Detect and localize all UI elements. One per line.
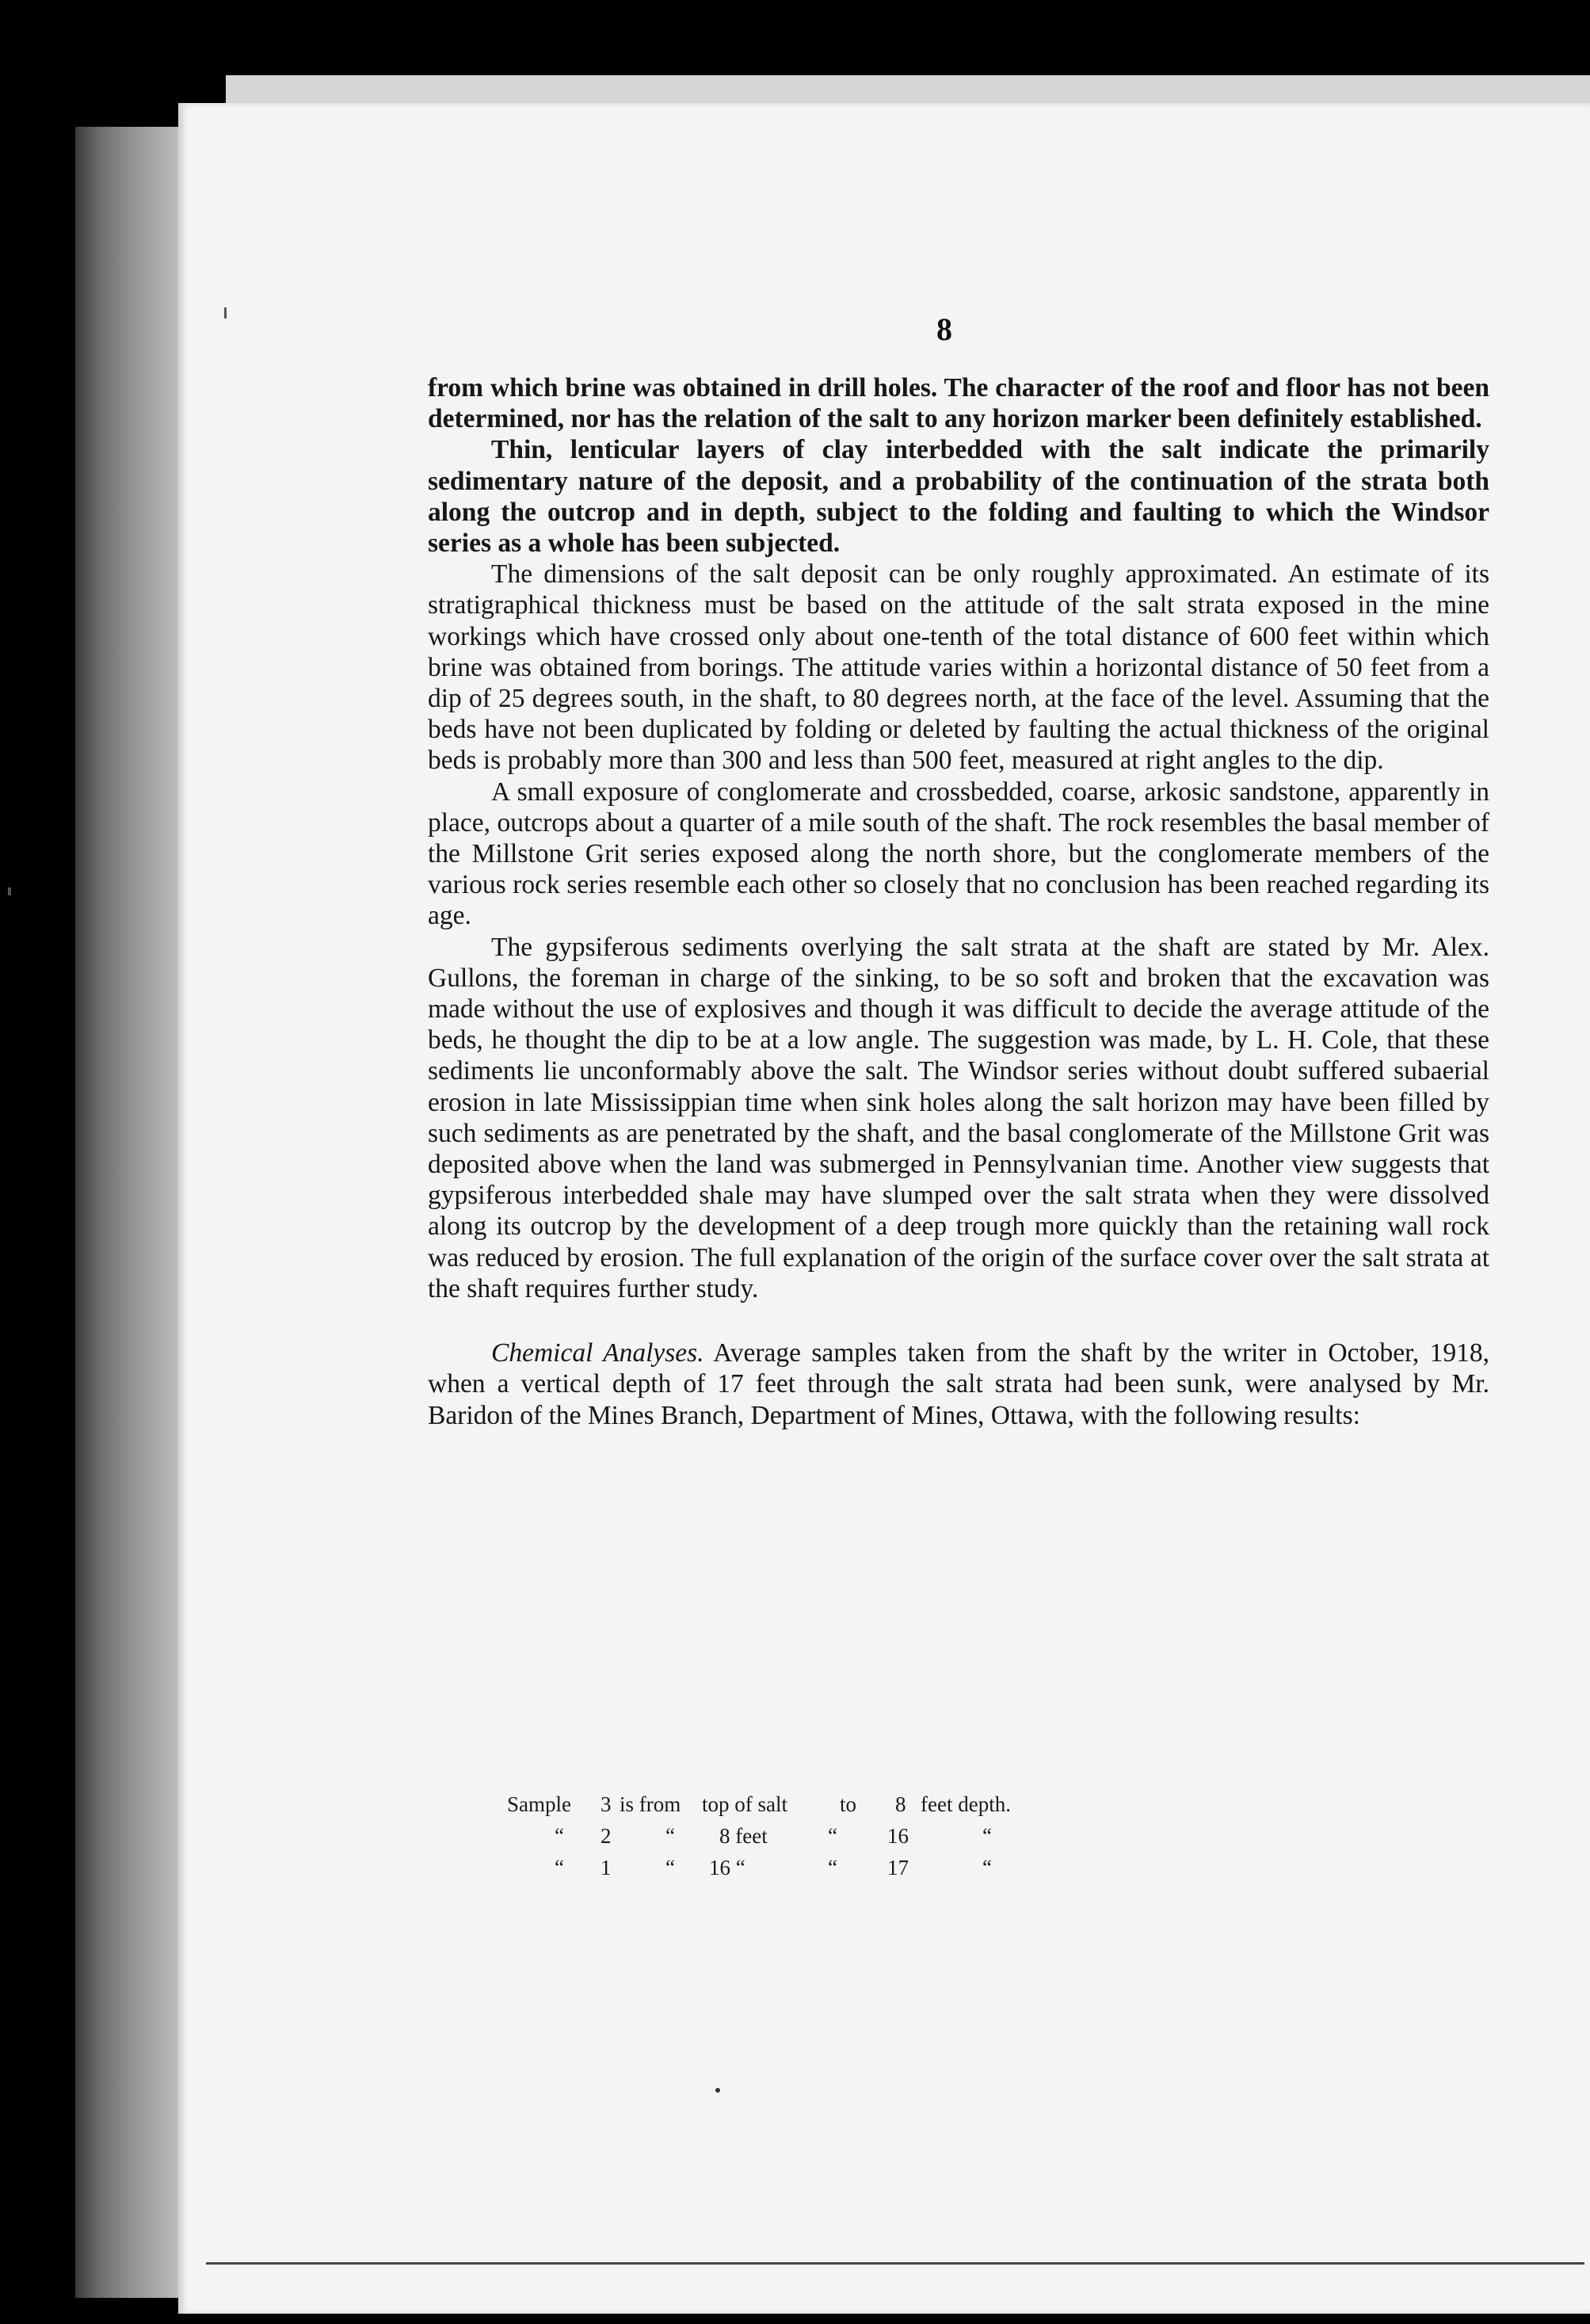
- sample-from-word: “: [665, 1856, 675, 1879]
- sample-from-word: is from: [620, 1792, 681, 1816]
- sample-label: “: [555, 1856, 564, 1879]
- sample-number: 2: [601, 1824, 612, 1848]
- sample-to: 16: [887, 1824, 909, 1848]
- sample-from: top of salt: [702, 1792, 787, 1816]
- sample-label: Sample: [507, 1792, 571, 1816]
- page-bottom-edge: [206, 2262, 1584, 2265]
- sample-number: 1: [601, 1856, 612, 1879]
- section-heading: Chemical Analyses.: [491, 1338, 704, 1368]
- sample-from: 8 feet: [719, 1824, 768, 1848]
- sample-to: 17: [887, 1856, 909, 1879]
- book-binding-edge: [75, 127, 190, 2298]
- sample-from-word: “: [665, 1824, 675, 1848]
- sample-unit: “: [982, 1824, 992, 1848]
- sample-to-word: “: [828, 1856, 837, 1879]
- sample-unit: “: [982, 1856, 992, 1879]
- sample-unit: feet depth.: [921, 1792, 1011, 1816]
- sample-to-word: “: [828, 1824, 837, 1848]
- page-number: 8: [936, 311, 952, 347]
- scan-speck: [224, 307, 227, 319]
- paragraph: The gypsiferous sediments overlying the salt strata at the shaft are stated by Mr. Alex. Gullons, the foreman in charge of the sinking, to be so soft and broken that the excavation was made without the use of explosives and though it was difficult to decide the average attitude of the beds, he thought the dip to be at a low angle. The suggestion was made, by L. H. Cole, that these sediments lie unconformably above the salt. The Windsor series without doubt suffered subaerial erosion in late Mississippian time when sink holes along the salt horizon may have been filled by such sediments as are penetrated by the shaft, and the basal conglomerate of the Millstone Grit was deposited above when the land was submerged in Pennsylvanian time. Another view suggests that gypsiferous interbedded shale may have slumped over the salt strata when they were dissolved along its outcrop by the development of a deep trough more quickly than the retaining wall rock was reduced by erosion. The full explanation of the origin of the surface cover over the salt strata at the shaft requires further study.: [428, 932, 1489, 1303]
- scan-speck: [715, 2088, 720, 2093]
- chemical-analyses-paragraph: [428, 1338, 1489, 1431]
- sample-number: 3: [601, 1792, 612, 1816]
- body-text: [428, 372, 1489, 1431]
- sample-from: 16 “: [709, 1856, 745, 1879]
- scan-speck: [8, 887, 11, 895]
- paragraph: from which brine was obtained in drill holes. The character of the roof and floor has not been determined, nor has the relation of the salt to any horizon marker been definitely established.: [428, 373, 1489, 434]
- sample-label: “: [555, 1824, 564, 1848]
- paragraph: Thin, lenticular layers of clay interbedded with the salt indicate the primarily sedimentary nature of the deposit, and a probability of the continuation of the strata both along the outcrop and in depth, subject to the folding and faulting to which the Windsor series as a whole has been subjected.: [428, 435, 1489, 559]
- sample-to-word: to: [840, 1792, 857, 1816]
- chemical-analyses-text: Average samples taken from the shaft by the writer in October, 1918, when a vertical depth of 17 feet through the salt strata had been sunk, were analysed by Mr. Baridon of the Mines Branch, Department of Mines, Ottawa, with the following results:: [428, 1338, 1489, 1430]
- paragraph: A small exposure of conglomerate and crossbedded, coarse, arkosic sandstone, apparently in place, outcrops about a quarter of a mile south of the shaft. The rock resembles the basal member of the Millstone Grit series exposed along the north shore, but the conglomerate members of the various rock series resemble each other so closely that no conclusion has been reached regarding its age.: [428, 777, 1489, 931]
- paragraph: The dimensions of the salt deposit can be only roughly approximated. An estimate of its stratigraphical thickness must be based on the attitude of the salt strata exposed in the mine workings which have crossed only about one-tenth of the total distance of 600 feet within which brine was obtained from borings. The attitude varies within a horizontal distance of 50 feet from a dip of 25 degrees south, in the shaft, to 80 degrees north, at the face of the level. Assuming that the beds have not been duplicated by folding or deleted by faulting the actual thickness of the original beds is probably more than 300 and less than 500 feet, measured at right angles to the dip.: [428, 559, 1489, 776]
- sample-to: 8: [895, 1792, 906, 1816]
